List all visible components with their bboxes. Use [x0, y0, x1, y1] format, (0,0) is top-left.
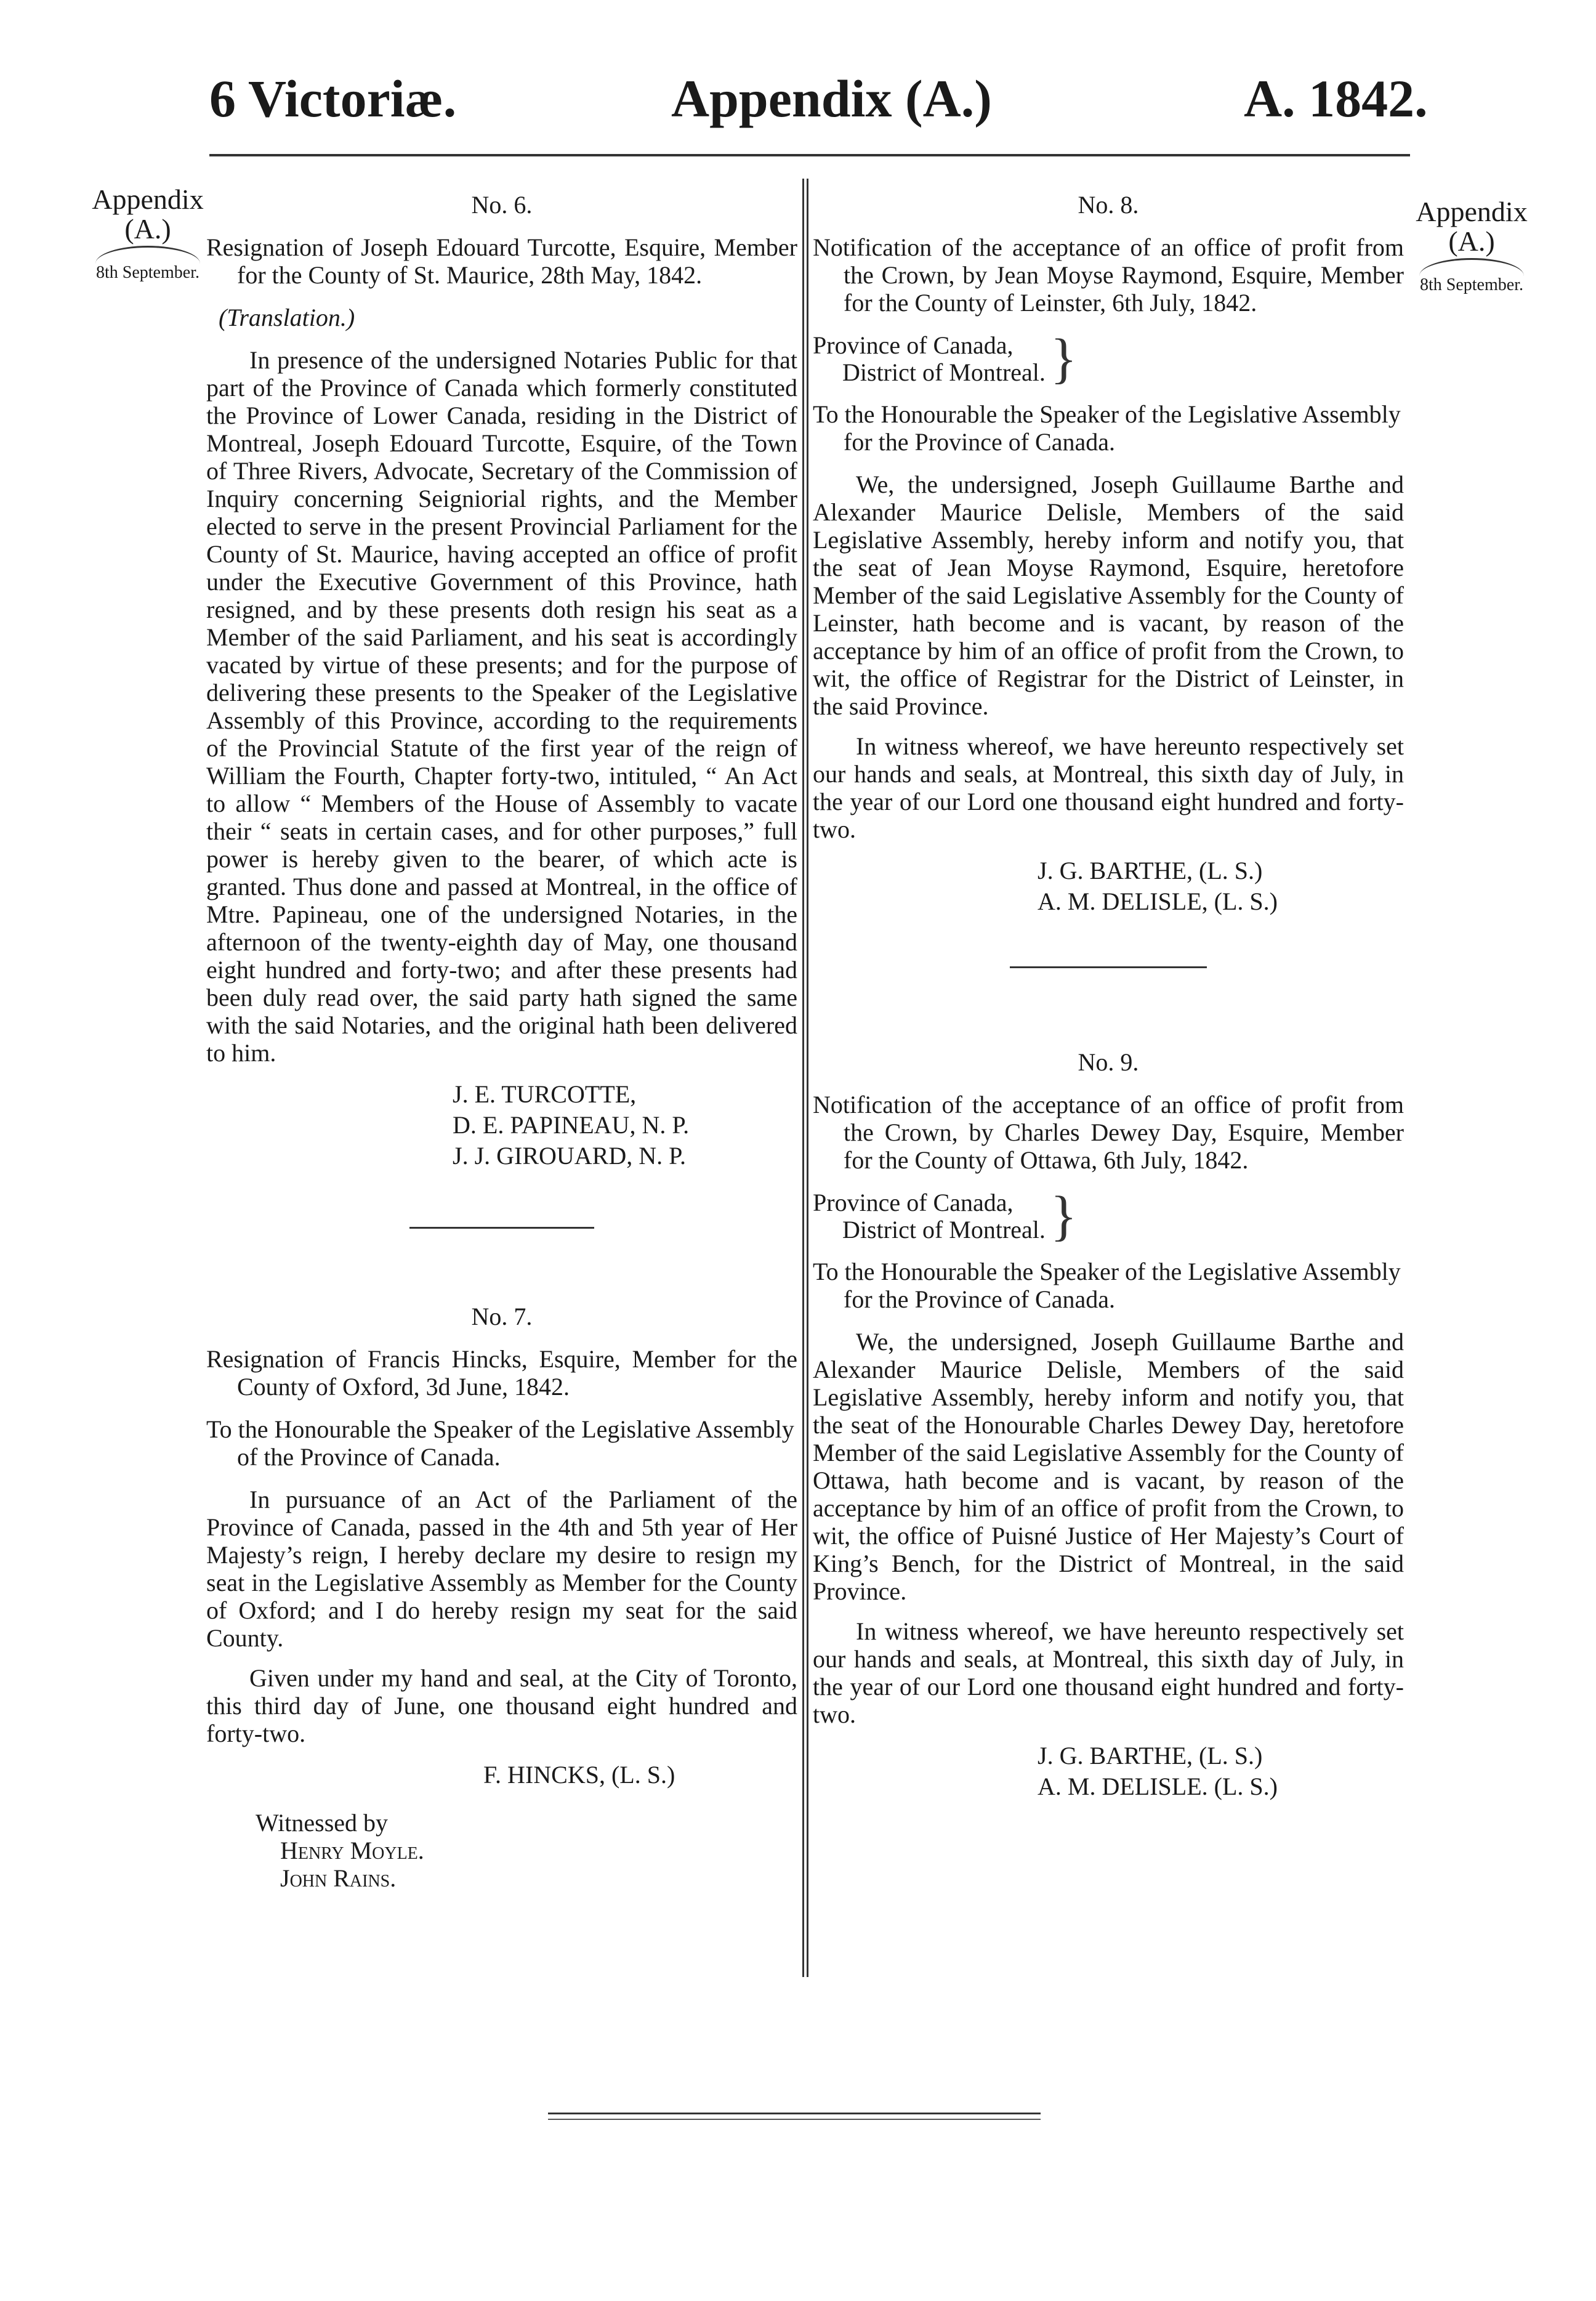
footer-rule: [548, 2113, 1041, 2114]
document-no9: [813, 1048, 1404, 1802]
no7-witness-1: Henry Moyle.: [280, 1837, 424, 1864]
no8-signatures: [813, 855, 1404, 917]
no8-title: Notification of the acceptance of an office of profit from the Crown, by Jean Moyse Raymond, Esquire, Member for the County of Leinster, 6th July, 1842.: [813, 233, 1404, 317]
left-column: [206, 191, 797, 1892]
no8-province-line1: Province of Canada,: [813, 331, 1014, 359]
no6-signature-1: J. E. TURCOTTE,: [453, 1080, 637, 1108]
no8-address: To the Honourable the Speaker of the Legislative Assembly for the Province of Canada.: [813, 400, 1401, 456]
no9-province-line2: District of Montreal.: [842, 1216, 1046, 1244]
brace-icon: [1419, 258, 1524, 276]
no7-witnesses: [206, 1809, 797, 1892]
no7-number: No. 7.: [471, 1303, 533, 1330]
right-brace-icon: }: [1050, 328, 1078, 389]
no6-signature-3: J. J. GIROUARD, N. P.: [453, 1142, 686, 1170]
no8-signature-2: A. M. DELISLE, (L. S.): [1038, 888, 1278, 915]
no9-signature-2: A. M. DELISLE. (L. S.): [1038, 1773, 1278, 1800]
margin-note-left-line1: Appendix: [92, 184, 204, 215]
section-divider: [1010, 966, 1207, 968]
no9-province-line1: Province of Canada,: [813, 1189, 1014, 1216]
section-divider: [409, 1227, 594, 1229]
no6-title: Resignation of Joseph Edouard Turcotte, Esquire, Member for the County of St. Maurice, 28th May, 1842.: [206, 233, 797, 289]
header-year: A. 1842.: [1244, 69, 1428, 128]
header-rule: [209, 154, 1410, 156]
no7-body-2: Given under my hand and seal, at the City of Toronto, this third day of June, one thousand eight hundred and forty-two.: [206, 1664, 797, 1747]
no7-title: Resignation of Francis Hincks, Esquire, Member for the County of Oxford, 3d June, 1842.: [206, 1345, 797, 1401]
no6-number: No. 6.: [471, 191, 533, 219]
column-divider: [802, 179, 808, 1977]
no9-number: No. 9.: [1078, 1048, 1139, 1076]
no9-province: [813, 1186, 1404, 1247]
page-header: [0, 68, 1596, 135]
no9-signatures: [813, 1741, 1404, 1802]
no8-province: [813, 328, 1404, 389]
margin-note-right-date: 8th September.: [1420, 275, 1523, 294]
no9-address: To the Honourable the Speaker of the Legislative Assembly for the Province of Canada.: [813, 1258, 1401, 1313]
right-brace-icon: }: [1050, 1186, 1078, 1247]
no8-body-2: In witness whereof, we have hereunto respectively set our hands and seals, at Montreal, this sixth day of July, in the year of our Lord one thousand eight hundred and forty-two.: [813, 732, 1404, 843]
no6-signature-2: D. E. PAPINEAU, N. P.: [453, 1111, 690, 1139]
header-appendix: Appendix (A.): [671, 69, 992, 128]
header-regnal-year: 6 Victoriæ.: [209, 69, 457, 128]
no7-witnessed-by: Witnessed by: [256, 1809, 389, 1837]
no6-translation-note: (Translation.): [219, 304, 355, 331]
no9-body-1: We, the undersigned, Joseph Guillaume Barthe and Alexander Maurice Delisle, Members of the said Legislative Assembly, hereby inform and notify you, that the seat of the Honourable Charles Dewey Day, heretofore Member of the said Legislative Assembly for the County of Ottawa, hath become and is vacant, by reason of the acceptance by him of an office of profit from the Crown, to wit, the office of Puisné Justice of Her Majesty’s Court of King’s Bench, for the District of Montreal, in the said Province.: [813, 1328, 1404, 1605]
footer-rule-secondary: [548, 2119, 1041, 2120]
no6-body: In presence of the undersigned Notaries Public for that part of the Province of Canada which formerly constituted the Province of Lower Canada, residing in the District of Montreal, Joseph Edouard Turcotte, Esquire, of the Town of Three Rivers, Advocate, Secretary of the Commission of Inquiry concerning Seigniorial rights, and the Member elected to serve in the present Provincial Parliament for the County of St. Maurice, having accepted an office of profit under the Executive Government of this Province, hath resigned, and by these presents doth resign his seat as a Member of the said Parliament, and his seat is accordingly vacated by virtue of these presents; and for the purpose of delivering these presents to the Speaker of the Legislative Assembly of this Province, according to the requirements of the Provincial Statute of the first year of the reign of William the Fourth, Chapter forty-two, intituled, “ An Act to allow “ Members of the House of Assembly to vacate their “ seats in certain cases, and for other purposes,” full power is hereby given to the bearer, of which acte is granted. Thus done and passed at Montreal, in the office of Mtre. Papineau, one of the undersigned Notaries, in the afternoon of the twenty-eighth day of May, one thousand eight hundred and forty-two; and after these presents had been duly read over, the said party hath signed the same with the said Notaries, and the original hath been delivered to him.: [206, 346, 797, 1067]
margin-note-left-date: 8th September.: [96, 262, 200, 282]
brace-icon: [95, 246, 200, 264]
no8-number: No. 8.: [1078, 191, 1139, 219]
no9-signature-1: J. G. BARTHE, (L. S.): [1038, 1742, 1263, 1769]
no8-province-line2: District of Montreal.: [842, 358, 1046, 386]
margin-note-left: [80, 185, 216, 281]
margin-note-right-line2: (A.): [1448, 225, 1495, 257]
no7-signature: F. HINCKS, (L. S.): [483, 1761, 675, 1789]
no8-body-1: We, the undersigned, Joseph Guillaume Barthe and Alexander Maurice Delisle, Members of the said Legislative Assembly, hereby inform and notify you, that the seat of Jean Moyse Raymond, Esquire, heretofore Member of the said Legislative Assembly for the County of Leinster, hath become and is vacant, by reason of the acceptance by him of an office of profit from the Crown, to wit, the office of Registrar for the District of Leinster, in the said Province.: [813, 471, 1404, 720]
no9-title: Notification of the acceptance of an office of profit from the Crown, by Charles Dewey Day, Esquire, Member for the County of Ottawa, 6th July, 1842.: [813, 1091, 1404, 1174]
document-no6: [206, 191, 797, 1171]
no9-body-2: In witness whereof, we have hereunto respectively set our hands and seals, at Montreal, this sixth day of July, in the year of our Lord one thousand eight hundred and forty-two.: [813, 1617, 1404, 1728]
margin-note-right-line1: Appendix: [1416, 196, 1528, 227]
right-column: [813, 191, 1404, 1821]
no7-witness-2: John Rains.: [280, 1864, 397, 1892]
no7-address: To the Honourable the Speaker of the Legislative Assembly of the Province of Canada.: [206, 1415, 794, 1471]
no6-signatures: [206, 1079, 797, 1171]
no7-body-1: In pursuance of an Act of the Parliament of the Province of Canada, passed in the 4th and 5th year of Her Majesty’s reign, I hereby declare my desire to resign my seat in the Legislative Assembly as Member for the County of Oxford; and I do hereby resign my seat for the said County.: [206, 1486, 797, 1652]
no8-signature-1: J. G. BARTHE, (L. S.): [1038, 857, 1263, 884]
document-no7: [206, 1303, 797, 1892]
margin-note-right: [1398, 197, 1546, 294]
margin-note-left-line2: (A.): [124, 213, 171, 245]
document-no8: [813, 191, 1404, 917]
